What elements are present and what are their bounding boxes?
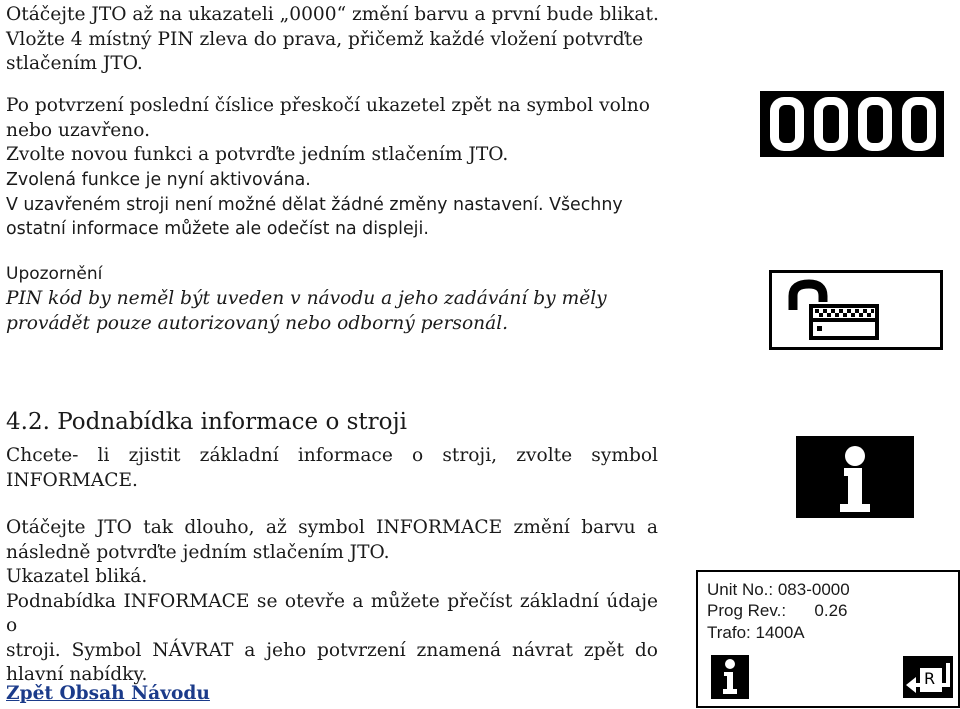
footer-link-wrap — [6, 682, 210, 707]
intro-line: Vložte 4 místný PIN zleva do prava, přičemž každé vložení potvrďte — [6, 28, 644, 50]
pin-digits — [760, 91, 944, 157]
intro-paragraph — [6, 3, 666, 77]
section-body-line: hlavní nabídky. — [6, 664, 148, 685]
locked-info-line: ostatní informace můžete ale odečíst na displeji. — [6, 219, 429, 239]
return-icon — [902, 655, 954, 699]
pin-display-icon — [760, 91, 944, 157]
section-body-line: stroji. Symbol NÁVRAT a jeho potvrzení znamená návrat zpět do — [6, 639, 658, 661]
locked-info-line: V uzavřeném stroji není možné dělat žádné změny nastavení. Všechny — [6, 194, 623, 215]
intro-line: Otáčejte JTO až na ukazateli „0000“ změní barvu a první bude blikat. — [6, 4, 659, 25]
trafo-rating: Trafo: 1400A — [707, 623, 805, 642]
unlocked-padlock-icon — [769, 270, 943, 350]
confirm-line: Po potvrzení poslední číslice přeskočí ukazetel zpět na symbol volno — [6, 95, 650, 116]
confirm-line: Zvolte novou funkci a potvrďte jedním stlačením JTO. — [6, 144, 509, 165]
warning-text — [6, 287, 706, 336]
information-icon — [796, 436, 914, 518]
unit-number: Unit No.: 083-0000 — [707, 580, 850, 599]
section-intro-line: Chcete- li zjistit základní informace o stroji, zvolte symbol — [6, 445, 658, 466]
section-intro-line: INFORMACE. — [6, 469, 138, 491]
confirm-paragraph — [6, 94, 706, 168]
warning-title: Upozornění — [6, 264, 103, 284]
warning-line: PIN kód by neměl být uveden v návodu a jeho zadávání by měly — [6, 288, 607, 309]
confirm-line: nebo uzavřeno. — [6, 119, 150, 141]
section-body-line: Ukazatel bliká. — [6, 566, 148, 587]
section-body-line: následně potvrďte jedním stlačením JTO. — [6, 541, 390, 563]
warning-line: provádět pouze autorizovaný nebo odborný personál. — [6, 312, 509, 334]
back-to-contents-link[interactable]: Zpět Obsah Návodu — [6, 683, 210, 704]
section-intro — [6, 444, 658, 493]
return-key-label: R — [924, 669, 936, 688]
locked-info-paragraph — [6, 168, 706, 242]
section-body — [6, 516, 658, 688]
intro-line: stlačením JTO. — [6, 53, 143, 74]
section-body-line: Otáčejte JTO tak dlouho, až symbol INFORMACE změní barvu a — [6, 517, 658, 538]
info-key-icon — [711, 655, 749, 699]
locked-info-line: Zvolená funkce je nyní aktivována. — [6, 170, 311, 190]
section-body-line: Podnabídka INFORMACE se otevře a můžete přečíst základní údaje o — [6, 590, 658, 636]
info-screen — [696, 570, 960, 708]
section-heading: 4.2. Podnabídka informace o stroji — [6, 409, 407, 435]
program-revision: Prog Rev.: 0.26 — [707, 601, 848, 620]
